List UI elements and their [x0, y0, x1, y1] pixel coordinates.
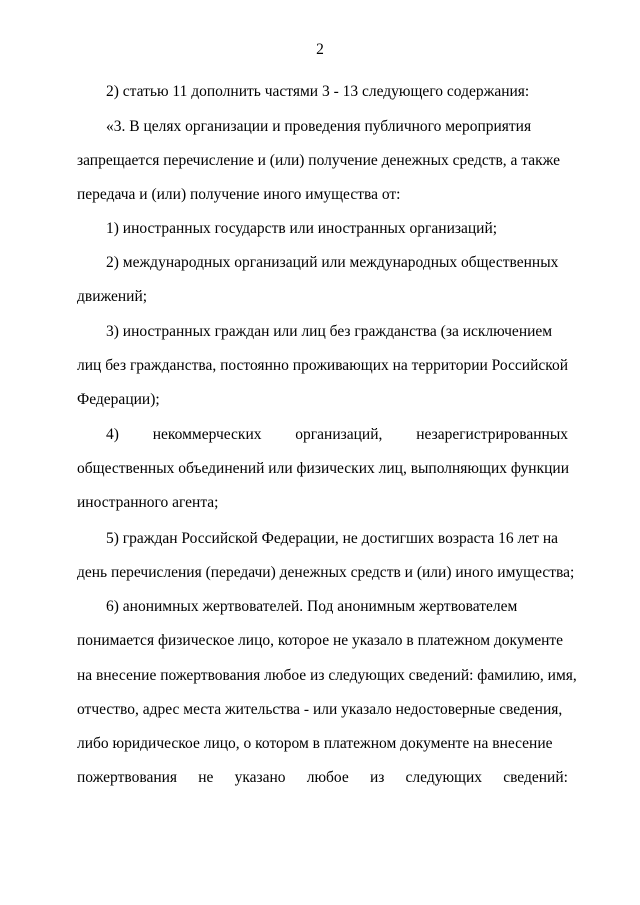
paragraph-line: на внесение пожертвования любое из следующих сведений: фамилию, имя, [77, 667, 577, 684]
paragraph-line: 3) иностранных граждан или лиц без гражданства (за исключением [106, 323, 553, 340]
word: следующих [405, 769, 483, 786]
paragraph-line: 2) международных организаций или международных общественных [106, 254, 559, 271]
paragraph-line: 5) граждан Российской Федерации, не достигших возраста 16 лет на [106, 530, 558, 547]
word: пожертвования [77, 769, 178, 786]
paragraph-line-text: «3. В целях организации и проведения публичного мероприятия [106, 118, 532, 135]
paragraph-line: 1) иностранных государств или иностранных организаций; [106, 220, 498, 237]
page-number: 2 [316, 41, 324, 58]
paragraph-line: движений; [77, 288, 148, 305]
word: из [369, 769, 385, 786]
paragraph-line-justified [106, 425, 568, 445]
paragraph-line: день перечисления (передачи) денежных средств и (или) иного имущества; [77, 564, 575, 581]
word: указано [234, 769, 286, 786]
paragraph-line: 2) статью 11 дополнить частями 3 - 13 следующего содержания: [106, 83, 530, 100]
word: организаций, [295, 426, 383, 443]
paragraph-line: отчество, адрес места жительства - или указало недостоверные сведения, [77, 701, 563, 718]
word: некоммерческих [152, 426, 262, 443]
paragraph-line: Федерации); [77, 391, 160, 408]
paragraph-line: 6) анонимных жертвователей. Под анонимным жертвователем [106, 598, 518, 615]
word: сведений: [503, 769, 568, 786]
paragraph-line: запрещается перечисление и (или) получение денежных средств, а также [77, 152, 561, 169]
word: незарегистрированных [416, 426, 568, 443]
paragraph-line: общественных объединений или физических лиц, выполняющих функции [77, 460, 569, 477]
paragraph-line: либо юридическое лицо, о котором в платежном документе на внесение [77, 735, 553, 752]
paragraph-line: передача и (или) получение иного имущества от: [77, 186, 401, 203]
paragraph-line-justified [77, 768, 568, 788]
paragraph-line: понимается физическое лицо, которое не указало в платежном документе [77, 632, 564, 649]
paragraph-line [106, 117, 568, 137]
word: не [198, 769, 214, 786]
paragraph-line: лиц без гражданства, постоянно проживающих на территории Российской [77, 357, 569, 374]
word: любое [306, 769, 349, 786]
paragraph-line: иностранного агента; [77, 494, 219, 511]
word: 4) [106, 426, 119, 443]
